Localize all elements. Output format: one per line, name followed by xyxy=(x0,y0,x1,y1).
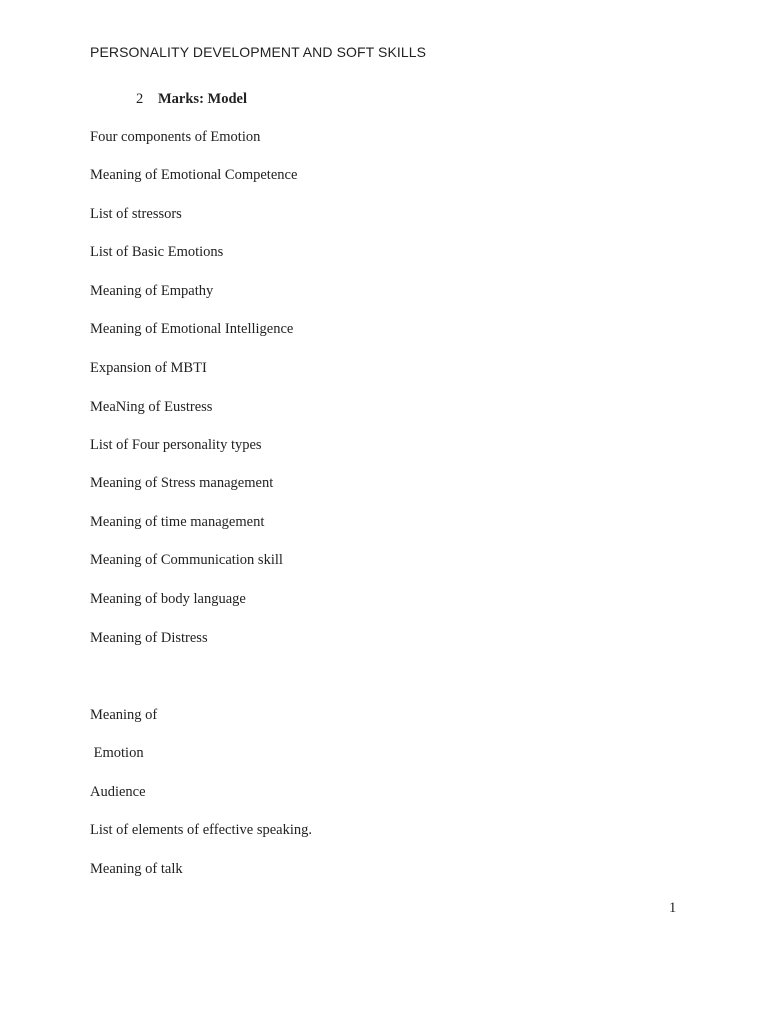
list-item: List of elements of effective speaking. xyxy=(90,822,312,838)
list-item: Meaning of Stress management xyxy=(90,475,274,491)
section-title: Marks: Model xyxy=(158,91,247,107)
list-item: Meaning of Emotional Competence xyxy=(90,167,298,183)
running-header: PERSONALITY DEVELOPMENT AND SOFT SKILLS xyxy=(90,44,427,60)
page-number: 1 xyxy=(669,900,677,916)
list-item: List of Basic Emotions xyxy=(90,244,224,260)
list-item: Meaning of Communication skill xyxy=(90,552,283,568)
list-item: Meaning of talk xyxy=(90,861,183,877)
list-item: Four components of Emotion xyxy=(90,129,261,145)
list-item: List of stressors xyxy=(90,206,182,222)
section-heading xyxy=(136,91,247,108)
list-item: Meaning of time management xyxy=(90,514,265,530)
list-item: Audience xyxy=(90,784,146,800)
list-item: Meaning of Distress xyxy=(90,630,208,646)
list-item: MeaNing of Eustress xyxy=(90,399,213,415)
list-item: Meaning of Emotional Intelligence xyxy=(90,321,294,337)
list-item: Meaning of body language xyxy=(90,591,246,607)
list-item: Meaning of Empathy xyxy=(90,283,214,299)
list-item: Emotion xyxy=(90,745,144,761)
list-item: Meaning of xyxy=(90,707,158,723)
list-item: List of Four personality types xyxy=(90,437,262,453)
list-item: Expansion of MBTI xyxy=(90,360,207,376)
section-number: 2 xyxy=(136,91,144,107)
